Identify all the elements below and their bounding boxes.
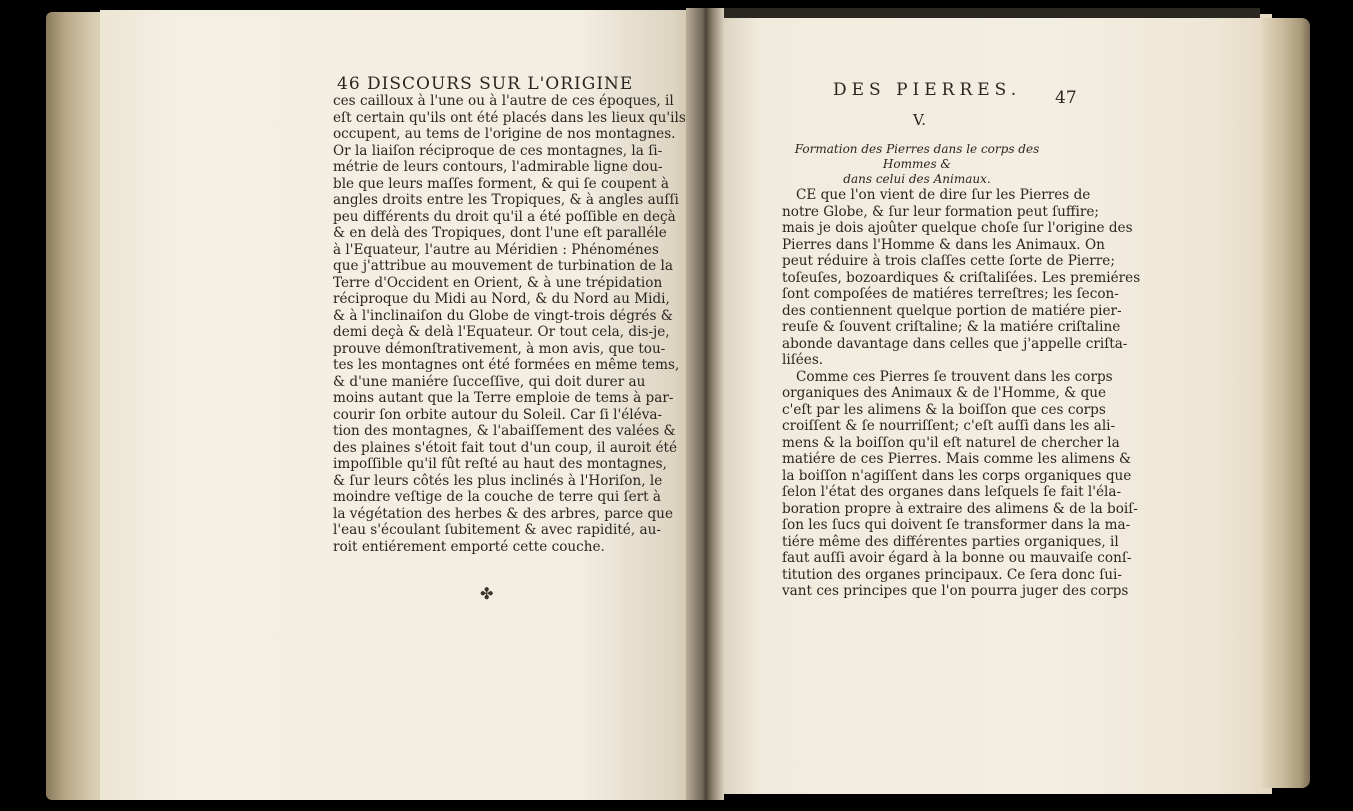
- text-line: mais je dois ajoûter quelque choſe ſur l'origine des: [782, 220, 1133, 236]
- text-line: tiére même des différentes parties organiques, il: [782, 533, 1119, 550]
- text-line: faut auſſi avoir égard à la bonne ou mauvaiſe conſ-: [782, 550, 1132, 566]
- section-title: [788, 142, 1046, 187]
- text-line: CE que l'on vient de dire ſur les Pierres de: [796, 187, 1091, 203]
- text-line: moins autant que la Terre emploie de tems à par-: [333, 390, 674, 406]
- text-line: boration propre à extraire des alimens & de la boiſ-: [782, 500, 1138, 517]
- text-line: tes les montagnes ont été formées en même tems,: [333, 357, 680, 373]
- text-line: c'eſt par les alimens & la boiſſon que ces corps: [782, 401, 1106, 418]
- right-page-edge: [1262, 18, 1310, 788]
- text-line: prouve démonſtrativement, à mon avis, que tou-: [333, 340, 666, 357]
- text-line: des plaines s'étoit fait tout d'un coup, il auroit été: [333, 439, 678, 456]
- text-line: Comme ces Pierres ſe trouvent dans les corps: [796, 368, 1113, 385]
- text-line: titution des organes principaux. Ce ſera donc ſui-: [782, 566, 1122, 583]
- text-line: demi deçà & delà l'Equateur. Or tout cela, dis-je,: [333, 324, 670, 340]
- text-line: & ſur leurs côtés les plus inclinés à l'Horiſon, le: [333, 472, 663, 489]
- text-line: liſées.: [782, 352, 824, 368]
- text-line: ſont compoſées de matiéres terreſtres; les ſecon-: [782, 286, 1119, 302]
- text-line: que j'attribue au mouvement de turbination de la: [333, 258, 673, 274]
- text-line: courir ſon orbite autour du Soleil. Car ſi l'éléva-: [333, 406, 663, 423]
- section-title-line: dans celui des Animaux.: [843, 172, 991, 186]
- text-line: métrie de leurs contours, l'admirable ligne dou-: [333, 159, 663, 175]
- text-line: mens & la boiſſon qu'il eſt naturel de chercher la: [782, 434, 1120, 451]
- text-line: abonde davantage dans celles que j'appelle criſta-: [782, 335, 1128, 352]
- right-page-text: [782, 187, 1141, 600]
- left-running-head: 46 DISCOURS SUR L'ORIGINE: [337, 74, 634, 94]
- section-number: V.: [913, 111, 926, 129]
- binding-shadow: [700, 8, 1260, 18]
- text-line: l'eau s'écoulant ſubitement & avec rapidité, au-: [333, 522, 661, 538]
- text-line: & en delà des Tropiques, dont l'une eſt paralléle: [333, 225, 667, 241]
- text-line: réciproque du Midi au Nord, & du Nord au Midi,: [333, 291, 670, 307]
- text-line: ſelon l'état des organes dans leſquels ſe fait l'éla-: [782, 484, 1122, 500]
- text-line: à l'Equateur, l'autre au Méridien : Phénoménes: [333, 241, 659, 258]
- left-page-text: [333, 93, 686, 555]
- text-line: toſeuſes, bozoardiques & criſtaliſées. Les premiéres: [782, 269, 1141, 286]
- text-line: notre Globe, & ſur leur formation peut ſuffire;: [782, 203, 1100, 220]
- text-line: Or la liaiſon réciproque de ces montagnes, la ſi-: [333, 142, 663, 159]
- text-line: ble que leurs maſſes forment, & qui ſe coupent à: [333, 175, 669, 192]
- text-line: roit entiérement emporté cette couche.: [333, 538, 605, 555]
- text-line: ſon les ſucs qui doivent ſe transformer dans la ma-: [782, 517, 1131, 533]
- text-line: peu différents du droit qu'il a été poſſible en deçà: [333, 208, 676, 225]
- text-line: des contiennent quelque portion de matiére pier-: [782, 302, 1122, 319]
- text-line: croiſſent & ſe nourriſſent; c'eſt auſſi dans les ali-: [782, 418, 1116, 434]
- text-line: tion des montagnes, & l'abaiſſement des valées &: [333, 423, 676, 439]
- text-line: Pierres dans l'Homme & dans les Animaux. On: [782, 236, 1105, 253]
- text-line: la boiſſon n'agiſſent dans les corps organiques que: [782, 467, 1132, 484]
- text-line: Terre d'Occident en Orient, & à une trépidation: [333, 274, 663, 291]
- text-line: reuſe & ſouvent criſtaline; & la matiére criſtaline: [782, 319, 1121, 335]
- text-line: & à l'inclinaiſon du Globe de vingt-trois dégrés &: [333, 307, 673, 324]
- text-line: la végétation des herbes & des arbres, parce que: [333, 505, 673, 522]
- text-line: moindre veſtige de la couche de terre qui ſert à: [333, 489, 662, 505]
- text-line: vant ces principes que l'on pourra juger des corps: [782, 583, 1129, 599]
- book-gutter: [686, 8, 724, 800]
- text-line: eſt certain qu'ils ont été placés dans les lieux qu'ils: [333, 109, 686, 126]
- text-line: ces cailloux à l'une ou à l'autre de ces époques, il: [333, 93, 674, 109]
- right-running-head: DES PIERRES.: [833, 80, 1022, 100]
- text-line: organiques des Animaux & de l'Homme, & que: [782, 385, 1107, 401]
- fleuron-ornament: ✤: [480, 584, 494, 603]
- page-number: 47: [1055, 88, 1077, 108]
- text-line: matiére de ces Pierres. Mais comme les alimens &: [782, 451, 1132, 467]
- text-line: impoſſible qu'il fût reſté au haut des montagnes,: [333, 456, 667, 472]
- text-line: occupent, au tems de l'origine de nos montagnes.: [333, 126, 676, 142]
- text-line: angles droits entre les Tropiques, & à angles auſſi: [333, 192, 679, 208]
- section-title-line: Formation des Pierres dans le corps des Hommes &: [794, 142, 1040, 171]
- text-line: peut réduire à trois claſſes cette ſorte de Pierre;: [782, 253, 1115, 269]
- text-line: & d'une maniére ſucceſſive, qui doit durer au: [333, 373, 646, 390]
